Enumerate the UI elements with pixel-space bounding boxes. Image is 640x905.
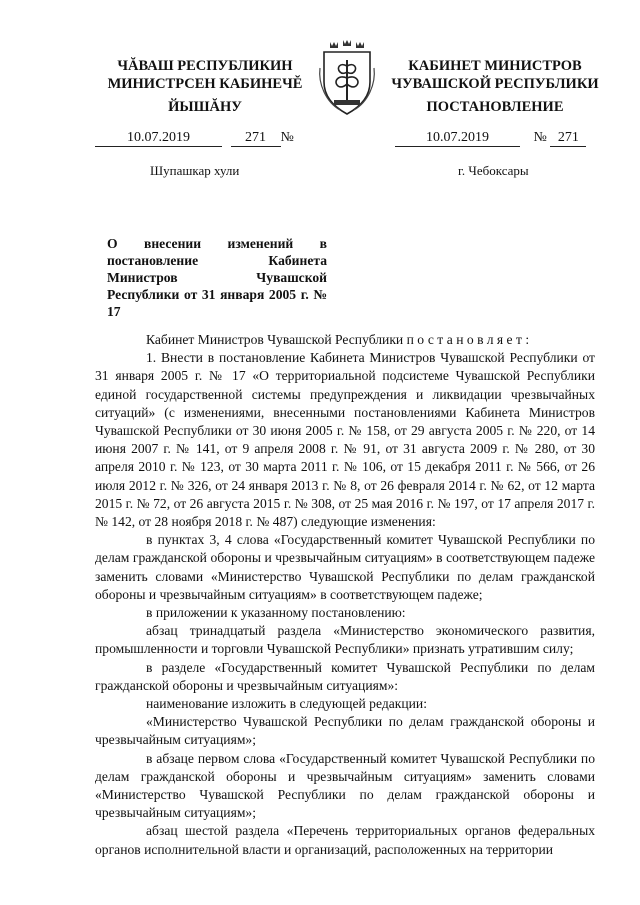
body-paragraph: абзац тринадцатый раздела «Министерство экономического развития, промышленности и торговли Чувашской Республики» признать утратившим силу; xyxy=(95,623,595,657)
document-title: О внесении изменений в постановление Кабинета Министров Чувашской Республики от 31 января 2005 г. № 17 xyxy=(107,236,327,319)
body-paragraph: наименование изложить в следующей редакции: xyxy=(146,696,427,712)
body-paragraph: «Министерство Чувашской Республики по делам гражданской обороны и чрезвычайным ситуациям»; xyxy=(95,714,595,748)
left-org-name xyxy=(95,57,315,93)
left-place: Шупашкар хули xyxy=(150,163,240,178)
body-paragraph: в разделе «Государственный комитет Чувашской Республики по делам гражданской обороны и чрезвычайным ситуациям»: xyxy=(95,659,595,693)
right-org-name xyxy=(380,57,610,93)
left-date-number xyxy=(95,130,325,148)
right-org-line1: КАБИНЕТ МИНИСТРОВ xyxy=(408,58,582,74)
body-paragraph: в приложении к указанному постановлению: xyxy=(146,605,406,621)
body-paragraph: 1. Внести в постановление Кабинета Министров Чувашской Республики от 31 января 2005 г. № 17 «О территориальной подсистеме Чувашской Республики единой государственной системы предупреждения и ликвидации чрезвычайных ситуаций» (с изменениями, внесенными постановлениями Кабинета Министров Чувашской Республики от 30 июня 2005 г. № 158, от 29 августа 2005 г. № 220, от 14 июня 2007 г. № 141, от 9 апреля 2008 г. № 91, от 31 августа 2009 г. № 280, от 30 апреля 2010 г. № 123, от 30 марта 2011 г. № 106, от 15 декабря 2011 г. № 566, от 26 июля 2012 г. № 326, от 24 января 2013 г. № 8, от 26 февраля 2014 г. № 62, от 12 марта 2015 г. № 72, от 26 августа 2015 г. № 308, от 25 мая 2016 г. № 197, от 17 апреля 2017 г. № 142, от 28 ноября 2018 г. № 487) следующие изменения: xyxy=(95,350,595,530)
body-paragraph: в абзаце первом слова «Государственный комитет Чувашской Республики по делам гражданской обороны и чрезвычайным ситуациям» заменить словами «Министерство Чувашской Республики по делам гражданской обороны и чрезвычайным ситуациям»; xyxy=(95,750,595,821)
left-doc-kind: ЙЫШĂНУ xyxy=(168,99,242,115)
left-org-line2: МИНИСТРСЕН КАБИНЕЧĔ xyxy=(107,76,303,92)
right-date-number xyxy=(395,130,615,148)
right-place: г. Чебоксары xyxy=(458,163,529,178)
left-org-line1: ЧĂВАШ РЕСПУБЛИКИН xyxy=(117,58,293,74)
right-date: 10.07.2019 xyxy=(395,130,520,147)
intro-prefix: Кабинет Министров Чувашской Республики xyxy=(146,332,404,347)
body-paragraph: в пунктах 3, 4 слова «Государственный комитет Чувашской Республики по делам гражданской обороны и чрезвычайным ситуациям» в соответствующем падеже заменить словами «Министерство Чувашской Республики по делам гражданской обороны и чрезвычайным ситуациям» в соответствующем падеже; xyxy=(95,532,595,602)
chuvash-coat-of-arms-icon xyxy=(316,38,378,118)
left-number-sign: № xyxy=(280,130,294,145)
right-number: 271 xyxy=(550,130,586,147)
left-number: 271 xyxy=(231,130,281,147)
intro-verb: постановляет: xyxy=(406,332,533,347)
intro-paragraph xyxy=(95,331,595,349)
right-doc-kind: ПОСТАНОВЛЕНИЕ xyxy=(426,99,564,115)
body-paragraph: абзац шестой раздела «Перечень территориальных органов федеральных органов исполнительной власти и организаций, расположенных на территории xyxy=(95,823,595,857)
document-body xyxy=(95,331,595,859)
right-org-line2: ЧУВАШСКОЙ РЕСПУБЛИКИ xyxy=(391,76,599,92)
right-number-sign: № xyxy=(533,130,547,145)
left-date: 10.07.2019 xyxy=(95,130,222,147)
